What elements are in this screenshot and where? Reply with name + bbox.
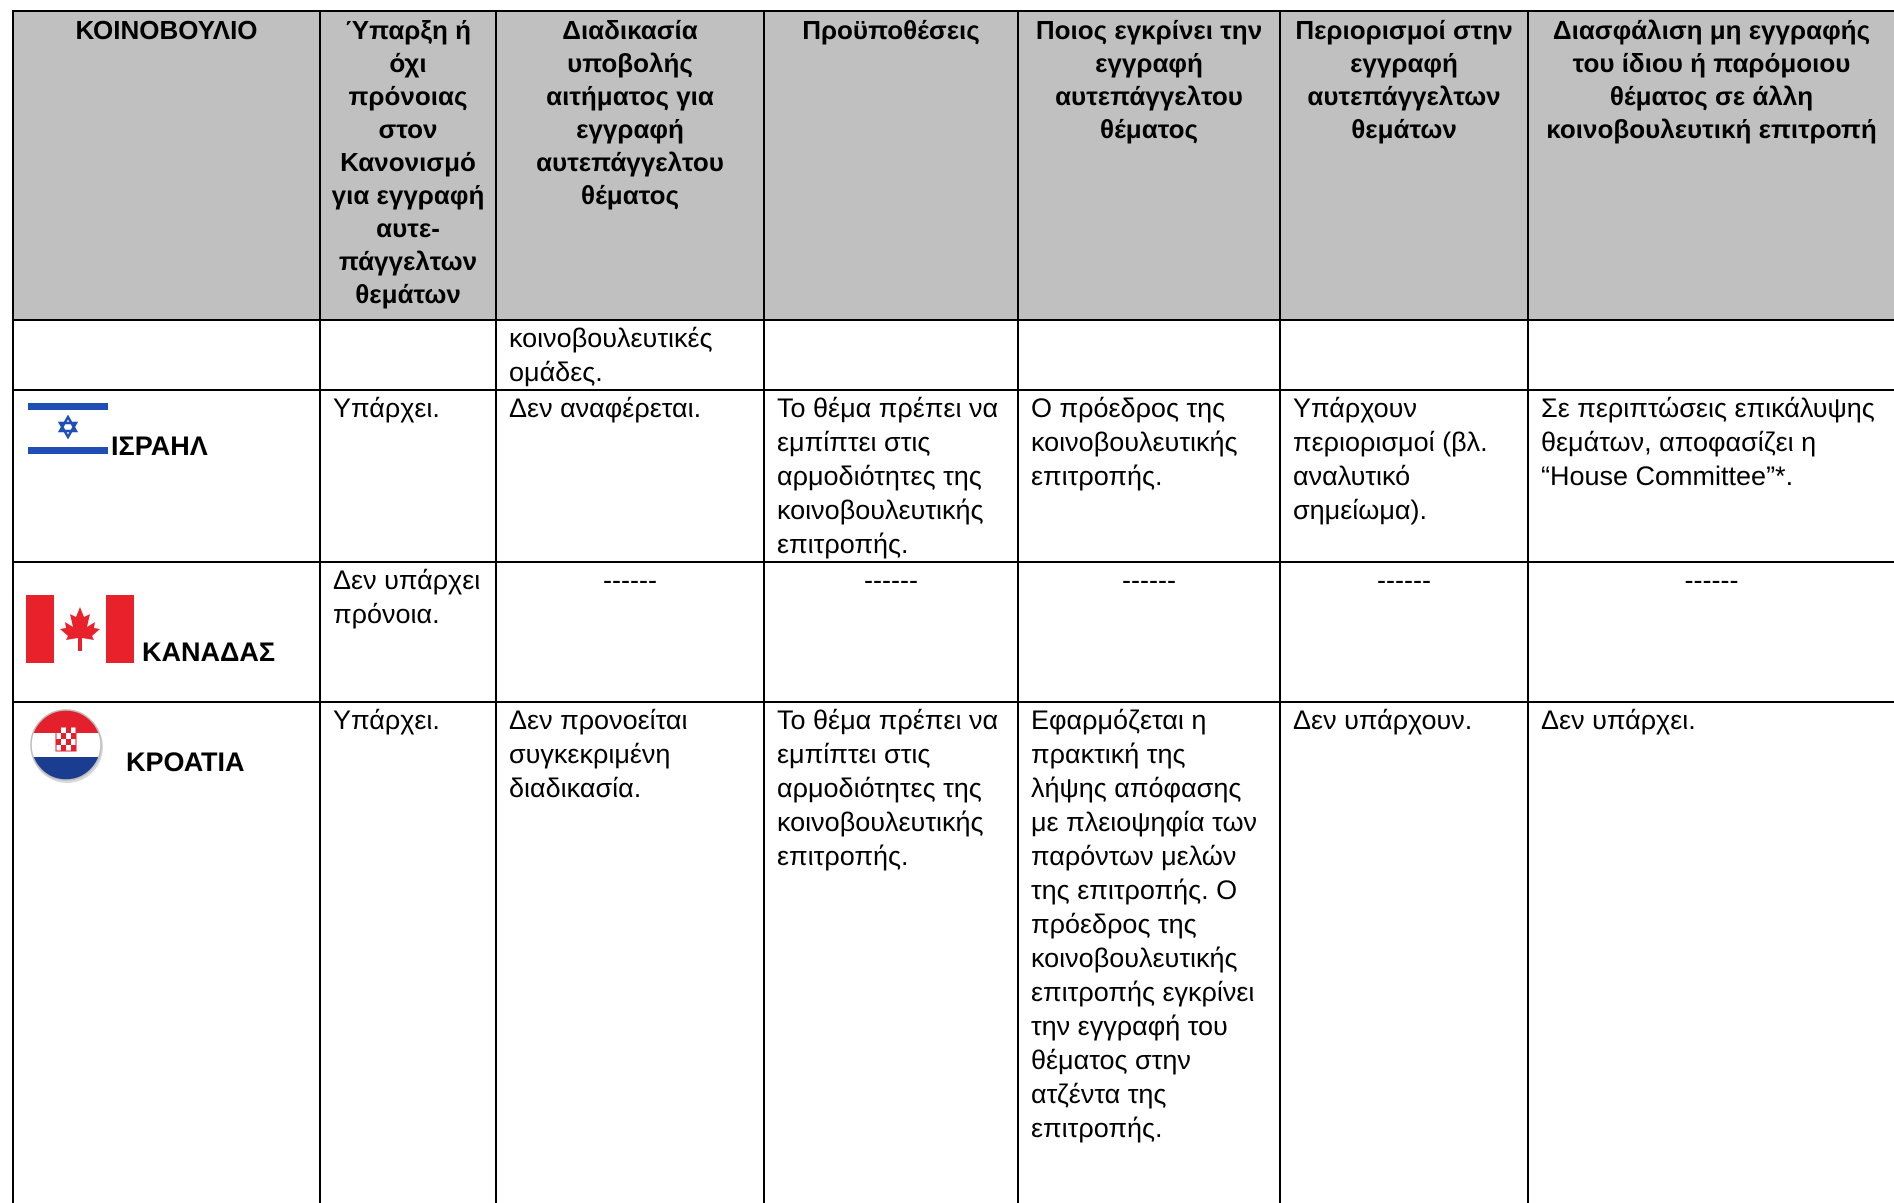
cell-provision <box>320 320 496 390</box>
cell-procedure: Δεν προνοείται συγκεκριμένη διαδικασία. <box>496 702 764 1203</box>
cell-conditions: ------ <box>764 562 1018 702</box>
table-row <box>13 390 1894 562</box>
cell-restrictions: Δεν υπάρχουν. <box>1280 702 1528 1203</box>
country-name: ΚΡΟΑΤΙΑ <box>126 747 245 777</box>
cell-provision: Υπάρχει. <box>320 390 496 562</box>
table-row <box>13 562 1894 702</box>
cell-approver: Ο πρόεδρος της κοινοβουλευτικής επιτροπής. <box>1018 390 1280 562</box>
cell-safeguard: Δεν υπάρχει. <box>1528 702 1894 1203</box>
croatia-flag-icon <box>26 707 106 783</box>
cell-provision: Δεν υπάρχει πρόνοια. <box>320 562 496 702</box>
cell-provision: Υπάρχει. <box>320 702 496 1203</box>
country-name: ΙΣΡΑΗΛ <box>111 431 208 461</box>
cell-conditions: Το θέμα πρέπει να εμπίπτει στις αρμοδιότητες της κοινοβουλευτικής επιτροπής. <box>764 702 1018 1203</box>
cell-country <box>13 562 320 702</box>
cell-safeguard: ------ <box>1528 562 1894 702</box>
cell-restrictions: ------ <box>1280 562 1528 702</box>
cell-country <box>13 702 320 1203</box>
israel-flag-icon <box>28 403 108 457</box>
column-header-safeguard: Διασφάλιση μη εγγραφής του ίδιου ή παρόμοιου θέματος σε άλλη κοινοβουλευτική επιτροπή <box>1528 11 1894 320</box>
cell-approver: Εφαρμόζεται η πρακτική της λήψης απόφασης με πλειοψηφία των παρόντων μελών της επιτροπής. Ο πρόεδρος της κοινοβουλευτικής επιτροπής εγκρίνει την εγγραφή του θέματος στην ατζέντα της επιτροπής. <box>1018 702 1280 1203</box>
comparison-table <box>12 10 1894 1203</box>
table-header <box>13 11 1894 320</box>
column-header-procedure: Διαδικασία υποβολής αιτήματος για εγγραφή αυτεπάγγελτου θέματος <box>496 11 764 320</box>
cell-procedure: Δεν αναφέρεται. <box>496 390 764 562</box>
cell-safeguard <box>1528 320 1894 390</box>
cell-approver: ------ <box>1018 562 1280 702</box>
cell-country <box>13 320 320 390</box>
cell-conditions: Το θέμα πρέπει να εμπίπτει στις αρμοδιότητες της κοινοβουλευτικής επιτροπής. <box>764 390 1018 562</box>
column-header-conditions: Προϋποθέσεις <box>764 11 1018 320</box>
country-name: ΚΑΝΑΔΑΣ <box>142 637 276 667</box>
cell-restrictions <box>1280 320 1528 390</box>
cell-restrictions: Υπάρχουν περιορισμοί (βλ. αναλυτικό σημείωμα). <box>1280 390 1528 562</box>
column-header-provision: Ύπαρξη ή όχι πρόνοιας στον Κανονισμό για εγγραφή αυτε-πάγγελτων θεμάτων <box>320 11 496 320</box>
cell-approver <box>1018 320 1280 390</box>
cell-safeguard: Σε περιπτώσεις επικάλυψης θεμάτων, αποφασίζει η “House Committee”*. <box>1528 390 1894 562</box>
table-row <box>13 702 1894 1203</box>
table-row-continuation <box>13 320 1894 390</box>
cell-conditions <box>764 320 1018 390</box>
canada-flag-icon <box>26 595 134 663</box>
column-header-approver: Ποιος εγκρίνει την εγγραφή αυτεπάγγελτου θέματος <box>1018 11 1280 320</box>
cell-procedure: κοινοβουλευτικές ομάδες. <box>496 320 764 390</box>
cell-country <box>13 390 320 562</box>
cell-procedure: ------ <box>496 562 764 702</box>
column-header-parliament: ΚΟΙΝΟΒΟΥΛΙΟ <box>13 11 320 320</box>
column-header-restrictions: Περιορισμοί στην εγγραφή αυτεπάγγελτων θεμάτων <box>1280 11 1528 320</box>
